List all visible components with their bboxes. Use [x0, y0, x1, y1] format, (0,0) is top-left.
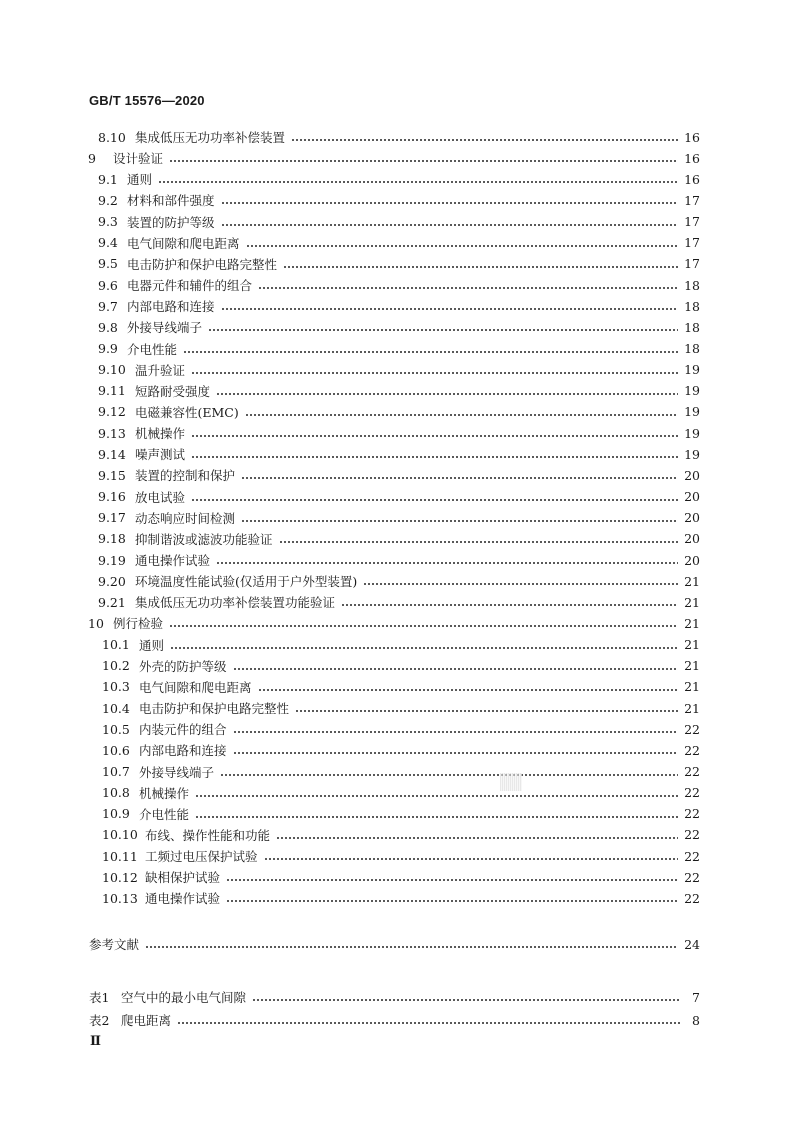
- dot-leader: [245, 414, 678, 416]
- dot-leader: [220, 774, 678, 776]
- toc-entry[interactable]: [102, 636, 700, 654]
- toc-entry-number: 10.4: [102, 700, 130, 716]
- toc-entry-number: 9.4: [98, 235, 118, 251]
- toc-entry-title: 装置的防护等级: [127, 214, 215, 230]
- toc-entry-title: 材料和部件强度: [127, 193, 215, 209]
- toc-entry-number: 9.1: [98, 171, 118, 187]
- toc-entry-number: 10.3: [102, 679, 130, 695]
- toc-entry-page: 16: [684, 129, 700, 145]
- toc-entry-number: 8.10: [98, 129, 126, 145]
- toc-entry-page: 19: [684, 425, 700, 441]
- toc-entry-title: 内装元件的组合: [139, 722, 227, 738]
- toc-entry[interactable]: [88, 149, 700, 167]
- toc-entry-page: 16: [684, 171, 700, 187]
- dot-leader: [233, 731, 679, 733]
- dot-leader: [258, 689, 679, 691]
- toc-entry-page: 22: [684, 890, 700, 906]
- dot-leader: [145, 946, 678, 948]
- toc-entry[interactable]: [98, 276, 700, 294]
- toc-entry[interactable]: [88, 614, 700, 632]
- toc-entry[interactable]: [98, 318, 700, 336]
- toc-entry-page: 17: [684, 256, 700, 272]
- dot-leader: [216, 393, 678, 395]
- toc-entry-title: 环境温度性能试验(仅适用于户外型装置): [135, 574, 358, 590]
- toc-entry-number: 10.9: [102, 806, 130, 822]
- toc-entry-number: 9.18: [98, 531, 126, 547]
- toc-entry[interactable]: [102, 889, 700, 907]
- toc-entry-number: 9.5: [98, 256, 118, 272]
- toc-entry-title: 电击防护和保护电路完整性: [127, 256, 278, 272]
- toc-entry-number: 10: [88, 615, 104, 631]
- toc-entry-title: 放电试验: [135, 489, 186, 505]
- toc-entry[interactable]: [98, 382, 700, 400]
- dot-leader: [226, 879, 678, 881]
- dot-leader: [295, 710, 678, 712]
- toc-entry-number: 9.19: [98, 552, 126, 568]
- dot-leader: [191, 435, 678, 437]
- toc-entry-title: 空气中的最小电气间隙: [121, 990, 247, 1005]
- toc-entry-number: 9.15: [98, 467, 126, 483]
- toc-entry-number: 10.5: [102, 721, 130, 737]
- dot-leader: [241, 520, 678, 522]
- toc-entry-number: 9.16: [98, 489, 126, 505]
- dot-leader: [191, 456, 678, 458]
- toc-entry[interactable]: [98, 170, 700, 188]
- toc-entry-page: 20: [684, 552, 700, 568]
- toc-entry[interactable]: [98, 128, 700, 146]
- toc-entry[interactable]: [102, 657, 700, 675]
- toc-entry-title: 设计验证: [113, 151, 164, 167]
- toc-entry-title: 布线、操作性能和功能: [145, 827, 271, 843]
- toc-entry[interactable]: [98, 551, 700, 569]
- toc-entry-page: 22: [684, 764, 700, 779]
- toc-entry-page: 18: [684, 319, 700, 335]
- toc-entry-number: 9.20: [98, 573, 126, 589]
- toc-entry[interactable]: [98, 530, 700, 548]
- dot-leader: [226, 900, 678, 902]
- dot-leader: [246, 245, 679, 247]
- toc-entry[interactable]: [102, 699, 700, 717]
- toc-entry-number: 10.1: [102, 637, 130, 653]
- toc-entry-page: 18: [684, 298, 700, 314]
- toc-entry-title: 参考文献: [89, 937, 140, 952]
- toc-entry[interactable]: [98, 213, 700, 231]
- toc-entry-number: 表2: [89, 1013, 110, 1028]
- dot-leader: [252, 999, 680, 1001]
- toc-entry[interactable]: [102, 678, 700, 696]
- dot-leader: [208, 329, 678, 331]
- toc-entry-title: 电击防护和保护电路完整性: [139, 701, 290, 717]
- toc-entry-page: 21: [684, 573, 700, 589]
- toc-entry-number: 9.13: [98, 425, 126, 441]
- toc-entry-title: 外接导线端子: [139, 764, 215, 780]
- toc-entry-page: 22: [684, 721, 700, 737]
- toc-entry-title: 短路耐受强度: [135, 383, 211, 399]
- toc-entry-title: 通则: [127, 172, 153, 188]
- toc-entry[interactable]: [98, 191, 700, 209]
- toc-entry[interactable]: [89, 1011, 700, 1029]
- toc-entry[interactable]: [98, 466, 700, 484]
- toc-entry-number: 9.21: [98, 594, 126, 610]
- toc-entry-title: 电磁兼容性(EMC): [135, 404, 239, 420]
- toc-entry[interactable]: [102, 805, 700, 823]
- toc-entry-page: 22: [684, 827, 700, 843]
- toc-entry-page: 22: [684, 742, 700, 758]
- toc-entry-number: 9.11: [98, 383, 126, 399]
- dot-leader: [195, 795, 678, 797]
- toc-entry-page: 7: [692, 989, 700, 1005]
- dot-leader: [169, 160, 678, 162]
- dot-leader: [183, 351, 678, 353]
- toc-entry[interactable]: [98, 445, 700, 463]
- toc-entry-number: 9.14: [98, 446, 126, 462]
- toc-entry-title: 工频过电压保护试验: [145, 849, 258, 865]
- dot-leader: [363, 583, 678, 585]
- toc-entry-page: 21: [684, 615, 700, 631]
- toc-entry-title: 内部电路和连接: [127, 299, 215, 315]
- toc-entry[interactable]: [102, 741, 700, 759]
- toc-entry-title: 噪声测试: [135, 447, 186, 463]
- toc-entry-title: 内部电路和连接: [139, 743, 227, 759]
- toc-entry-page: 21: [684, 658, 700, 674]
- toc-entry-number: 10.13: [102, 890, 138, 906]
- toc-entry-page: 20: [684, 489, 700, 505]
- toc-entry-page: 18: [684, 277, 700, 293]
- toc-entry[interactable]: [102, 847, 700, 865]
- toc-entry[interactable]: [102, 720, 700, 738]
- standard-number: GB/T 15576—2020: [89, 93, 205, 108]
- dot-leader: [169, 625, 678, 627]
- toc-entry[interactable]: [98, 255, 700, 273]
- toc-entry-page: 21: [684, 637, 700, 653]
- toc-entry-title: 动态响应时间检测: [135, 510, 236, 526]
- toc-entry-number: 9: [88, 150, 96, 166]
- toc-entry-page: 20: [684, 510, 700, 526]
- dot-leader: [221, 224, 679, 226]
- toc-entry-title: 机械操作: [139, 785, 190, 801]
- toc-entry[interactable]: [98, 509, 700, 527]
- toc-entry-title: 外接导线端子: [127, 320, 203, 336]
- toc-entry-page: 22: [684, 785, 700, 801]
- toc-entry-number: 9.10: [98, 362, 126, 378]
- dot-leader: [233, 668, 679, 670]
- toc-entry[interactable]: [102, 868, 700, 886]
- scan-artifact: [500, 773, 522, 791]
- toc-entry-title: 通电操作试验: [145, 891, 221, 907]
- toc-entry-title: 机械操作: [135, 426, 186, 442]
- dot-leader: [279, 541, 679, 543]
- toc-entry-title: 爬电距离: [121, 1013, 172, 1028]
- toc-entry[interactable]: [98, 297, 700, 315]
- toc-entry[interactable]: [89, 988, 700, 1006]
- toc-entry-page: 17: [684, 214, 700, 230]
- dot-leader: [276, 837, 678, 839]
- toc-entry-number: 9.9: [98, 341, 118, 356]
- toc-entry-title: 介电性能: [127, 341, 178, 357]
- toc-entry[interactable]: [102, 763, 700, 781]
- toc-entry-title: 通则: [139, 637, 165, 653]
- toc-entry-title: 电气间隙和爬电距离: [127, 235, 240, 251]
- dot-leader: [170, 647, 678, 649]
- toc-entry-page: 22: [684, 869, 700, 885]
- dot-leader: [177, 1022, 680, 1024]
- toc-entry[interactable]: [98, 403, 700, 421]
- toc-entry[interactable]: [98, 488, 700, 506]
- page-number-roman: Ⅱ: [90, 1033, 101, 1048]
- toc-entry-title: 温升验证: [135, 362, 186, 378]
- toc-entry-number: 10.10: [102, 827, 138, 843]
- toc-entry-page: 20: [684, 467, 700, 483]
- toc-entry-title: 例行检验: [113, 616, 164, 632]
- dot-leader: [233, 752, 679, 754]
- toc-entry[interactable]: [102, 784, 700, 802]
- dot-leader: [291, 139, 678, 141]
- toc-entry-page: 17: [684, 192, 700, 208]
- dot-leader: [221, 202, 679, 204]
- toc-entry-number: 表1: [89, 990, 110, 1005]
- toc-entry-page: 21: [684, 700, 700, 716]
- toc-entry-number: 10.6: [102, 742, 130, 758]
- dot-leader: [258, 287, 678, 289]
- toc-entry-title: 通电操作试验: [135, 553, 211, 568]
- toc-entry-page: 21: [684, 594, 700, 610]
- toc-entry[interactable]: [98, 340, 700, 358]
- toc-entry-page: 21: [684, 679, 700, 695]
- dot-leader: [191, 372, 678, 374]
- toc-entry-page: 22: [684, 848, 700, 864]
- toc-entry-number: 9.8: [98, 319, 118, 335]
- toc-entry-page: 8: [692, 1012, 700, 1028]
- toc-entry-title: 电气间隙和爬电距离: [139, 679, 252, 695]
- toc-entry-title: 集成低压无功功率补偿装置: [135, 130, 286, 145]
- toc-entry-title: 外壳的防护等级: [139, 658, 227, 674]
- dot-leader: [221, 308, 679, 310]
- toc-entry[interactable]: [89, 935, 700, 953]
- dot-leader: [216, 562, 678, 564]
- toc-entry[interactable]: [98, 361, 700, 379]
- toc-entry-page: 16: [684, 150, 700, 166]
- dot-leader: [264, 858, 679, 860]
- toc-entry-page: 19: [684, 404, 700, 420]
- toc-entry-number: 9.17: [98, 510, 126, 526]
- toc-entry-title: 介电性能: [139, 806, 190, 822]
- toc-entry-title: 集成低压无功功率补偿装置功能验证: [135, 595, 336, 611]
- toc-entry-title: 抑制谐波或滤波功能验证: [135, 531, 273, 547]
- dot-leader: [191, 499, 678, 501]
- dot-leader: [341, 604, 678, 606]
- toc-entry-title: 装置的控制和保护: [135, 468, 236, 484]
- toc-entry-page: 18: [684, 341, 700, 356]
- toc-entry-number: 9.7: [98, 298, 118, 314]
- toc-entry-number: 10.11: [102, 848, 138, 864]
- toc-entry-number: 9.12: [98, 404, 126, 420]
- toc-entry-number: 10.8: [102, 785, 130, 801]
- toc-entry[interactable]: [98, 234, 700, 252]
- toc-entry-page: 24: [684, 936, 700, 952]
- toc-entry-number: 10.2: [102, 658, 130, 674]
- toc-entry-number: 9.6: [98, 277, 118, 293]
- dot-leader: [241, 477, 678, 479]
- toc-entry-page: 17: [684, 235, 700, 251]
- dot-leader: [283, 266, 678, 268]
- toc-entry-title: 缺相保护试验: [145, 870, 221, 886]
- toc-entry-number: 9.3: [98, 214, 118, 230]
- toc-entry-number: 10.12: [102, 869, 138, 885]
- toc-entry-number: 9.2: [98, 192, 118, 208]
- toc-entry[interactable]: [98, 572, 700, 590]
- toc-entry-page: 19: [684, 446, 700, 462]
- toc-entry-page: 19: [684, 383, 700, 399]
- toc-entry-title: 电器元件和辅件的组合: [127, 278, 253, 294]
- toc-entry-page: 19: [684, 362, 700, 378]
- toc-entry[interactable]: [102, 826, 700, 844]
- toc-entry[interactable]: [98, 424, 700, 442]
- dot-leader: [195, 816, 678, 818]
- toc-entry[interactable]: [98, 593, 700, 611]
- toc-entry-page: 20: [684, 531, 700, 547]
- dot-leader: [158, 181, 678, 183]
- toc-entry-page: 22: [684, 806, 700, 822]
- toc-entry-number: 10.7: [102, 764, 130, 779]
